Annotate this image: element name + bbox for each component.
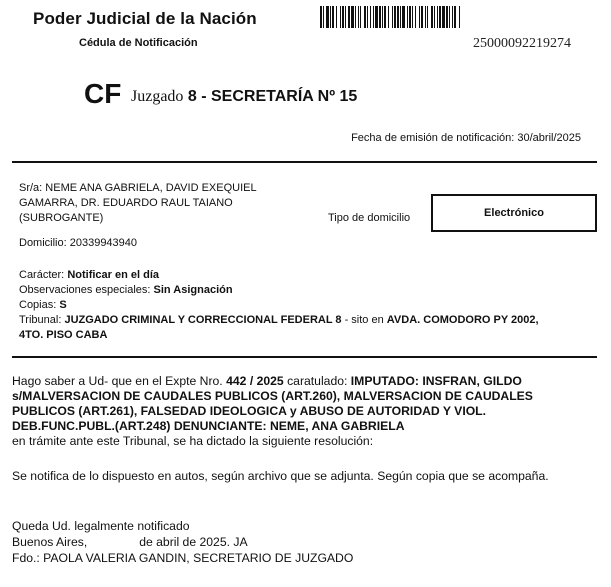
tribunal-sito: - sito en (341, 314, 387, 326)
fecha-line (12, 534, 353, 550)
case-caption-1: IMPUTADO: INSFRAN, GILDO (350, 374, 522, 388)
signature-line: Fdo.: PAOLA VALERIA GANDIN, SECRETARIO DE JUZGADO (12, 551, 354, 565)
case-caption-2: s/MALVERSACION DE CAUDALES PUBLICOS (ART.260), MALVERSACION DE CAUDALES (12, 389, 533, 403)
barcode-number: 25000092219274 (473, 36, 571, 51)
barcode-bar (375, 6, 378, 28)
barcode-bar (373, 6, 374, 28)
barcode-bar (434, 6, 435, 28)
barcode-bar (452, 6, 453, 28)
tribunal-row-2 (19, 328, 589, 343)
barcode-bar (340, 6, 341, 28)
copias-row (19, 298, 589, 313)
barcode-bar (332, 6, 334, 28)
barcode-bar (388, 6, 389, 28)
domicilio: Domicilio: 20339943940 (19, 237, 138, 249)
place-text: Buenos Aires, (12, 535, 88, 549)
barcode-bar (409, 6, 411, 28)
barcode-bar (330, 6, 331, 28)
barcode-bar (364, 6, 366, 28)
barcode-bar (358, 6, 359, 28)
barcode-bar (351, 6, 354, 28)
barcode-bar (446, 6, 448, 28)
body-line-3 (12, 404, 587, 419)
tribunal-address-1: AVDA. COMODORO PY 2002, (386, 314, 539, 326)
barcode-bar (360, 6, 361, 28)
jurisdiction-code: CF (84, 78, 122, 109)
copias-label: Copias: (19, 299, 57, 311)
body-line-1 (12, 374, 587, 389)
barcode-bar (345, 6, 346, 28)
observaciones-value: Sin Asignación (153, 284, 233, 296)
barcode-bar (323, 6, 324, 28)
barcode-bar (459, 6, 460, 28)
observaciones-label: Observaciones especiales: (19, 284, 151, 296)
caracter-value: Notificar en el día (67, 269, 160, 281)
closing-block (12, 518, 353, 566)
juzgado-word: Juzgado (131, 88, 184, 105)
barcode-bar (431, 6, 433, 28)
body-line-4 (12, 419, 587, 434)
barcode-bar (415, 6, 416, 28)
barcode-bar (382, 6, 383, 28)
notifica-paragraph: Se notifica de lo dispuesto en autos, según archivo que se adjunta. Según copia que se acompaña. (12, 469, 549, 483)
barcode-image (320, 6, 585, 28)
tipo-domicilio-label: Tipo de domicilio (328, 212, 411, 224)
barcode-bar (367, 6, 368, 28)
barcode-bar (419, 6, 420, 28)
barcode-bar (442, 6, 445, 28)
issuer-title: Poder Judicial de la Nación (33, 9, 257, 28)
barcode-bar (379, 6, 381, 28)
tipo-domicilio-value: Electrónico (484, 207, 544, 219)
date-text: de abril de 2025. JA (139, 535, 248, 549)
tribunal-row (19, 313, 589, 328)
barcode-bar (326, 6, 329, 28)
divider-bottom (12, 356, 597, 358)
barcode-bar (320, 6, 322, 28)
barcode-bar (412, 6, 413, 28)
caratulado-text: caratulado: (283, 374, 351, 388)
barcode-bar (407, 6, 408, 28)
barcode-bar (336, 6, 337, 28)
caracter-label: Carácter: (19, 269, 65, 281)
juzgado-secretaria: 8 - SECRETARÍA Nº 15 (187, 88, 358, 105)
document-subtitle: Cédula de Notificación (79, 37, 198, 49)
barcode-bar (342, 6, 344, 28)
tribunal-name: JUZGADO CRIMINAL Y CORRECCIONAL FEDERAL 8 (64, 314, 342, 326)
tribunal-address-2: 4TO. PISO CABA (19, 329, 108, 341)
barcode-bar (355, 6, 356, 28)
divider-top (12, 161, 597, 163)
barcode-bar (400, 6, 401, 28)
recipient-block (19, 181, 299, 226)
case-caption-3: PUBLICOS (ART.261), FALSEDAD IDEOLOGICA y ABUSO DE AUTORIDAD Y VIOL. (12, 404, 487, 418)
tipo-domicilio-box (431, 194, 597, 232)
barcode-bar (427, 6, 428, 28)
barcode-bar (348, 6, 350, 28)
observaciones-row (19, 283, 589, 298)
queda-line: Queda Ud. legalmente notificado (12, 519, 190, 533)
barcode-bar (454, 6, 456, 28)
barcode-bar (394, 6, 396, 28)
expediente-number: 442 / 2025 (226, 374, 284, 388)
notification-body (12, 374, 587, 449)
recipient-line-3: (SUBROGANTE) (19, 212, 104, 224)
barcode-bar (384, 6, 386, 28)
barcode-bar (449, 6, 450, 28)
recipient-line-1: Sr/a: NEME ANA GABRIELA, DAVID EXEQUIEL (19, 182, 257, 194)
issue-date: Fecha de emisión de notificación: 30/abril/2025 (351, 132, 581, 144)
barcode-bar (402, 6, 405, 28)
case-caption-4: DEB.FUNC.PUBL.(ART.248) DENUNCIANTE: NEME, ANA GABRIELA (12, 419, 405, 433)
intro-text: Hago saber a Ud- que en el Expte Nro. (12, 374, 227, 388)
details-block (19, 268, 589, 343)
tramite-line: en trámite ante este Tribunal, se ha dictado la siguiente resolución: (12, 434, 374, 448)
body-line-2 (12, 389, 587, 404)
recipient-line-2: GAMARRA, DR. EDUARDO RAUL TAIANO (19, 197, 233, 209)
caracter-row (19, 268, 589, 283)
barcode-bar (370, 6, 371, 28)
barcode-bar (421, 6, 423, 28)
copias-value: S (59, 299, 67, 311)
court-line (131, 88, 357, 106)
barcode-bar (425, 6, 426, 28)
barcode-bar (397, 6, 399, 28)
barcode-bar (439, 6, 441, 28)
barcode-bar (437, 6, 438, 28)
barcode-bar (392, 6, 393, 28)
tribunal-label: Tribunal: (19, 314, 62, 326)
